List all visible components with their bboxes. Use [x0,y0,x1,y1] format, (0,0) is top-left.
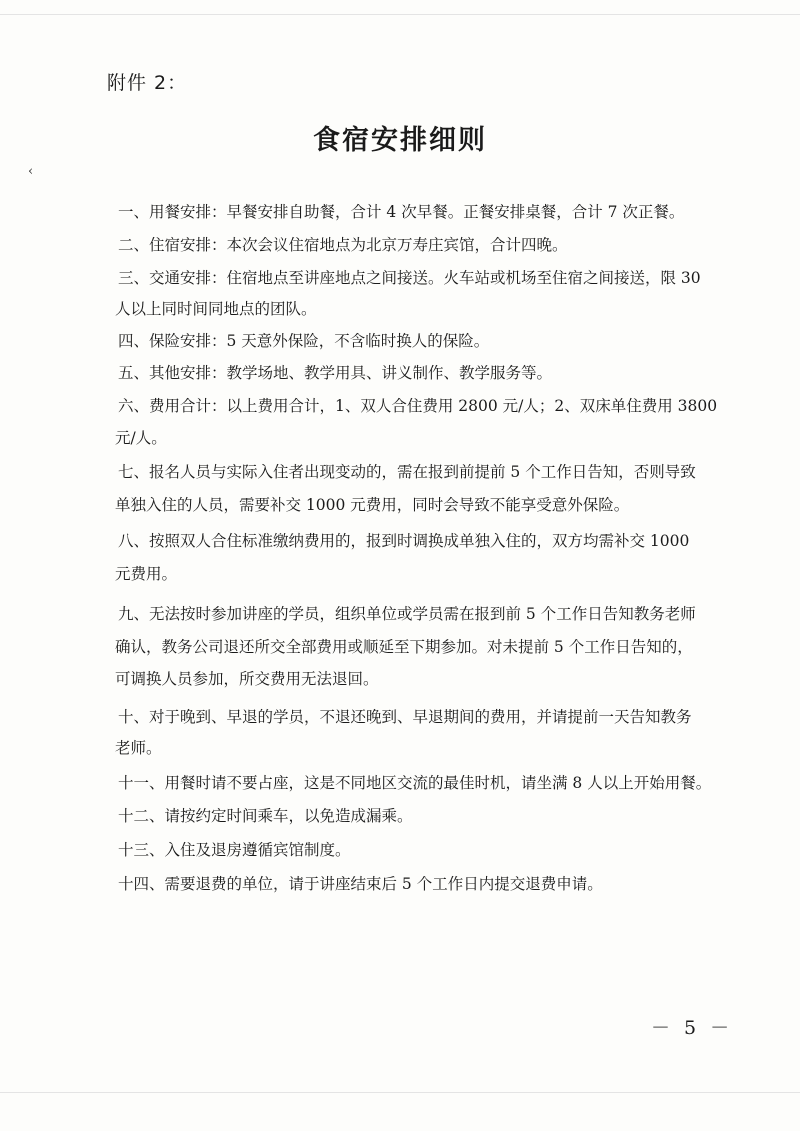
body-line: 一、用餐安排：早餐安排自助餐，合计 4 次早餐。正餐安排桌餐，合计 7 次正餐。 [118,203,685,221]
attachment-label: 附件 2： [107,72,188,94]
body-line: 元/人。 [115,429,167,447]
page-number: － 5 － [651,1017,734,1039]
body-line: 九、无法按时参加讲座的学员，组织单位或学员需在报到前 5 个工作日告知教务老师 [118,605,696,623]
body-line: 可调换人员参加，所交费用无法退回。 [115,670,379,688]
body-line: 八、按照双人合住标准缴纳费用的，报到时调换成单独入住的，双方均需补交 1000 [118,532,690,550]
scan-artifact-line [0,1092,800,1093]
stray-mark: ‹ [28,164,34,179]
body-line: 五、其他安排：教学场地、教学用具、讲义制作、教学服务等。 [118,364,553,382]
body-line: 十一、用餐时请不要占座，这是不同地区交流的最佳时机，请坐满 8 人以上开始用餐。 [118,774,712,792]
body-line: 十、对于晚到、早退的学员，不退还晚到、早退期间的费用，并请提前一天告知教务 [118,708,692,726]
body-line: 元费用。 [115,565,178,583]
body-line: 四、保险安排：5 天意外保险，不含临时换人的保险。 [118,332,490,350]
body-line: 老师。 [115,739,162,757]
body-line: 确认，教务公司退还所交全部费用或顺延至下期参加。对未提前 5 个工作日告知的， [115,638,693,656]
body-line: 十三、入住及退房遵循宾馆制度。 [118,841,351,859]
body-line: 人以上同时间同地点的团队。 [115,300,317,318]
body-line: 二、住宿安排：本次会议住宿地点为北京万寿庄宾馆，合计四晚。 [118,236,568,254]
body-line: 六、费用合计：以上费用合计，1、双人合住费用 2800 元/人；2、双床单住费用 3800 [118,397,718,415]
body-line: 三、交通安排：住宿地点至讲座地点之间接送。火车站或机场至住宿之间接送，限 30 [118,269,701,287]
body-line: 十四、需要退费的单位，请于讲座结束后 5 个工作日内提交退费申请。 [118,875,603,893]
scan-artifact-line [0,14,800,15]
body-line: 十二、请按约定时间乘车，以免造成漏乘。 [118,807,413,825]
document-title: 食宿安排细则 [313,125,487,156]
body-line: 七、报名人员与实际入住者出现变动的，需在报到前提前 5 个工作日告知，否则导致 [118,463,696,481]
body-line: 单独入住的人员，需要补交 1000 元费用，同时会导致不能享受意外保险。 [115,496,630,514]
